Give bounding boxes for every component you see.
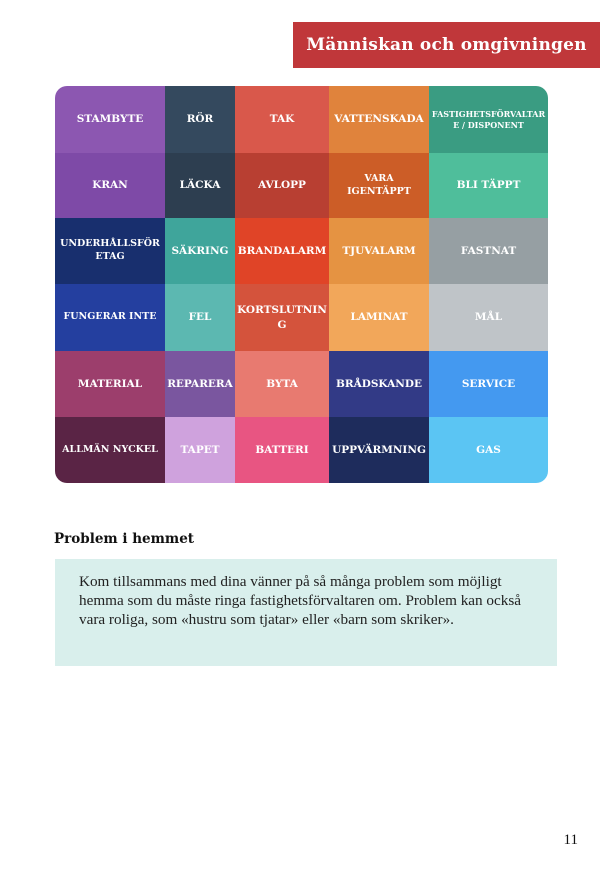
section-heading: Problem i hemmet xyxy=(54,531,195,547)
vocab-cell: UPPVÄRMNING xyxy=(329,417,429,483)
vocab-cell: VATTENSKADA xyxy=(329,86,429,153)
vocab-cell: FUNGERAR INTE xyxy=(55,284,165,351)
vocab-cell: SÄKRING xyxy=(165,218,235,284)
vocab-cell: AVLOPP xyxy=(235,153,329,218)
vocab-cell: FASTNAT xyxy=(429,218,548,284)
vocab-cell: MÅL xyxy=(429,284,548,351)
vocab-cell: TJUVALARM xyxy=(329,218,429,284)
vocab-cell: BYTA xyxy=(235,351,329,417)
vocab-cell: TAK xyxy=(235,86,329,153)
vocab-cell: KRAN xyxy=(55,153,165,218)
vocab-cell: GAS xyxy=(429,417,548,483)
vocab-cell: FASTIGHETSFÖRVALTARE / DISPONENT xyxy=(429,86,548,153)
vocab-cell: BLI TÄPPT xyxy=(429,153,548,218)
vocab-cell: UNDERHÅLLSFÖRETAG xyxy=(55,218,165,284)
vocab-cell: FEL xyxy=(165,284,235,351)
vocab-cell: TAPET xyxy=(165,417,235,483)
vocab-cell: LÄCKA xyxy=(165,153,235,218)
exercise-text: Kom tillsammans med dina vänner på så många problem som möjligt hemma som du måste ringa fastighetsförvaltaren om. Problem kan också vara roliga, som «hustru som tjatar» eller «barn som skriker». xyxy=(79,573,522,628)
vocab-cell: LAMINAT xyxy=(329,284,429,351)
page-number: 11 xyxy=(563,832,578,848)
exercise-box xyxy=(55,559,557,666)
chapter-title: Människan och omgivningen xyxy=(306,35,587,55)
vocab-cell: BRANDALARM xyxy=(235,218,329,284)
vocab-cell: RÖR xyxy=(165,86,235,153)
vocab-cell: REPARERA xyxy=(165,351,235,417)
vocab-cell: BATTERI xyxy=(235,417,329,483)
chapter-title-banner xyxy=(293,22,600,68)
vocab-cell: ALLMÄN NYCKEL xyxy=(55,417,165,483)
vocab-cell: KORTSLUTNING xyxy=(235,284,329,351)
vocab-cell: MATERIAL xyxy=(55,351,165,417)
vocab-cell: BRÅDSKANDE xyxy=(329,351,429,417)
vocab-cell: VARA IGENTÄPPT xyxy=(329,153,429,218)
vocab-cell: STAMBYTE xyxy=(55,86,165,153)
vocabulary-grid xyxy=(55,86,548,483)
vocab-cell: SERVICE xyxy=(429,351,548,417)
